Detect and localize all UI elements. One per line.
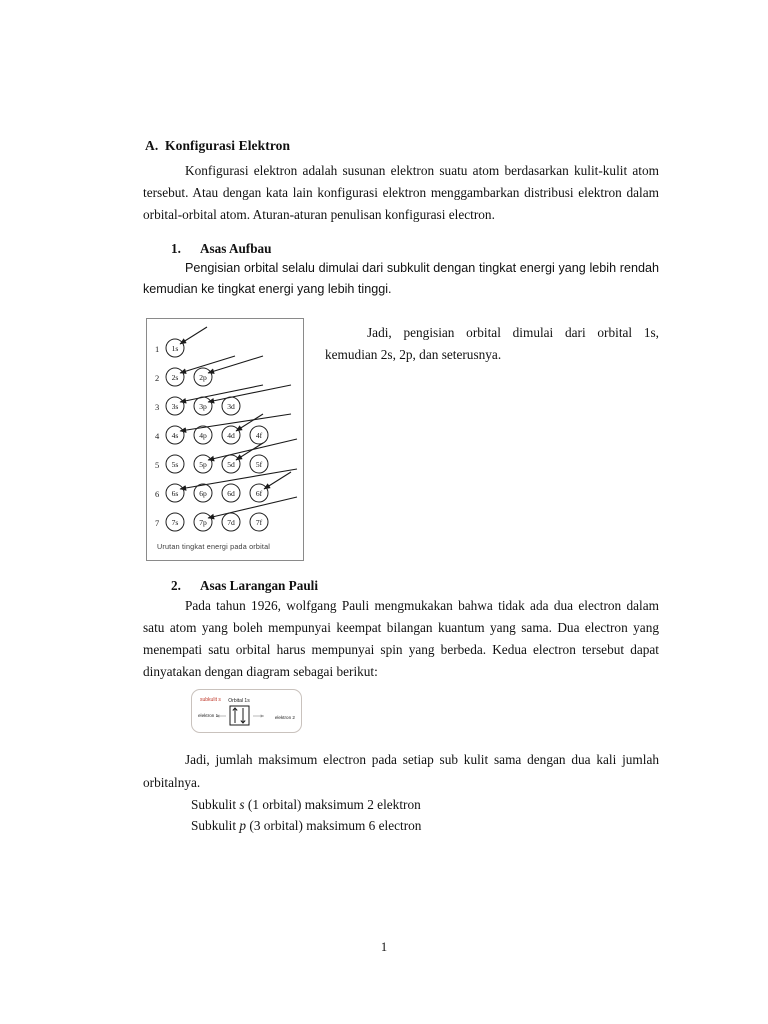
aufbau-caption: Urutan tingkat energi pada orbital [157, 541, 271, 551]
svg-text:4f: 4f [255, 430, 263, 440]
spin-left-label: elektron 1 [198, 713, 219, 719]
pauli-paragraph: Pada tahun 1926, wolfgang Pauli mengmukakan bahwa tidak ada dua electron dalam satu atom yang boleh mempunyai keempat bilangan kuantum yang sama. Dua electron yang menempati satu orbital harus mempunyai spin yang berbeda. Kedua electron tersebut dapat dinyatakan dengan diagram sebagai berikut: [143, 597, 659, 680]
subheading-title-2: Asas Larangan Pauli [200, 577, 318, 593]
svg-text:3: 3 [155, 401, 160, 412]
subheading-number-2: 2. [171, 577, 181, 593]
aufbau-paragraph: Pengisian orbital selalu dimulai dari subkulit dengan tingkat energi yang lebih rendah kemudian ke tingkat energi yang lebih tinggi. [143, 260, 659, 296]
svg-text:2: 2 [155, 372, 160, 383]
spin-orbital-label: Orbital 1s [228, 698, 250, 705]
svg-text:4: 4 [155, 430, 160, 441]
aufbau-figure-row [143, 318, 659, 566]
svg-text:2p: 2p [199, 372, 207, 382]
page-content [143, 138, 659, 836]
svg-text:5: 5 [155, 459, 160, 470]
svg-text:7f: 7f [255, 517, 263, 527]
spin-figure-row [143, 689, 659, 741]
svg-text:7d: 7d [227, 517, 235, 527]
svg-text:7s: 7s [171, 517, 179, 527]
section-intro-paragraph: Konfigurasi elektron adalah susunan elektron suatu atom berdasarkan kulit-kulit atom tersebut. Atau dengan kata lain konfigurasi elektron menggambarkan distribusi elektron dalam orbital-orbital atom. Aturan-aturan penulisan konfigurasi electron. [143, 163, 659, 223]
aufbau-svg [147, 319, 303, 560]
svg-text:2s: 2s [171, 372, 179, 382]
svg-text:6p: 6p [199, 488, 207, 498]
spin-right-label: elektron 2 [274, 715, 295, 721]
svg-text:5p: 5p [199, 459, 207, 469]
svg-text:6d: 6d [227, 488, 235, 498]
spin-tag-label: subkulit s [200, 697, 221, 704]
subheading-asas-aufbau [143, 241, 659, 257]
svg-text:5s: 5s [171, 459, 179, 469]
svg-text:1s: 1s [171, 343, 179, 353]
subheading-asas-larangan-pauli [143, 578, 659, 594]
spin-diagram [191, 689, 302, 733]
section-marker: A. [145, 138, 159, 153]
svg-text:4p: 4p [199, 430, 207, 440]
section-heading-a [143, 138, 659, 154]
svg-text:7: 7 [155, 517, 160, 528]
svg-text:5f: 5f [255, 459, 263, 469]
svg-text:3d: 3d [227, 401, 235, 411]
subheading-title-1: Asas Aufbau [200, 240, 272, 256]
page-number: 1 [380, 940, 388, 954]
svg-text:6: 6 [155, 488, 160, 499]
svg-text:3s: 3s [171, 401, 179, 411]
svg-text:1: 1 [155, 343, 160, 354]
spin-svg [192, 690, 301, 732]
pauli-conclusion: Jadi, jumlah maksimum electron pada setiap sub kulit sama dengan dua kali jumlah orbitalnya. [143, 752, 659, 790]
aufbau-side-note: Jadi, pengisian orbital dimulai dari orbital 1s, kemudian 2s, 2p, dan seterusnya. [325, 324, 659, 362]
svg-text:7p: 7p [199, 517, 207, 527]
svg-text:5d: 5d [227, 459, 235, 469]
svg-text:4s: 4s [171, 430, 179, 440]
svg-text:4d: 4d [227, 430, 235, 440]
aufbau-diagram [146, 318, 304, 561]
section-title: Konfigurasi Elektron [165, 138, 291, 153]
svg-text:3p: 3p [199, 401, 207, 411]
rule-subkulit-s: Subkulit s (1 orbital) maksimum 2 elektron [191, 796, 421, 812]
svg-text:6f: 6f [255, 488, 263, 498]
svg-text:6s: 6s [171, 488, 179, 498]
subheading-number-1: 1. [171, 240, 181, 256]
rule-subkulit-p: Subkulit p (3 orbital) maksimum 6 electron [191, 817, 422, 833]
